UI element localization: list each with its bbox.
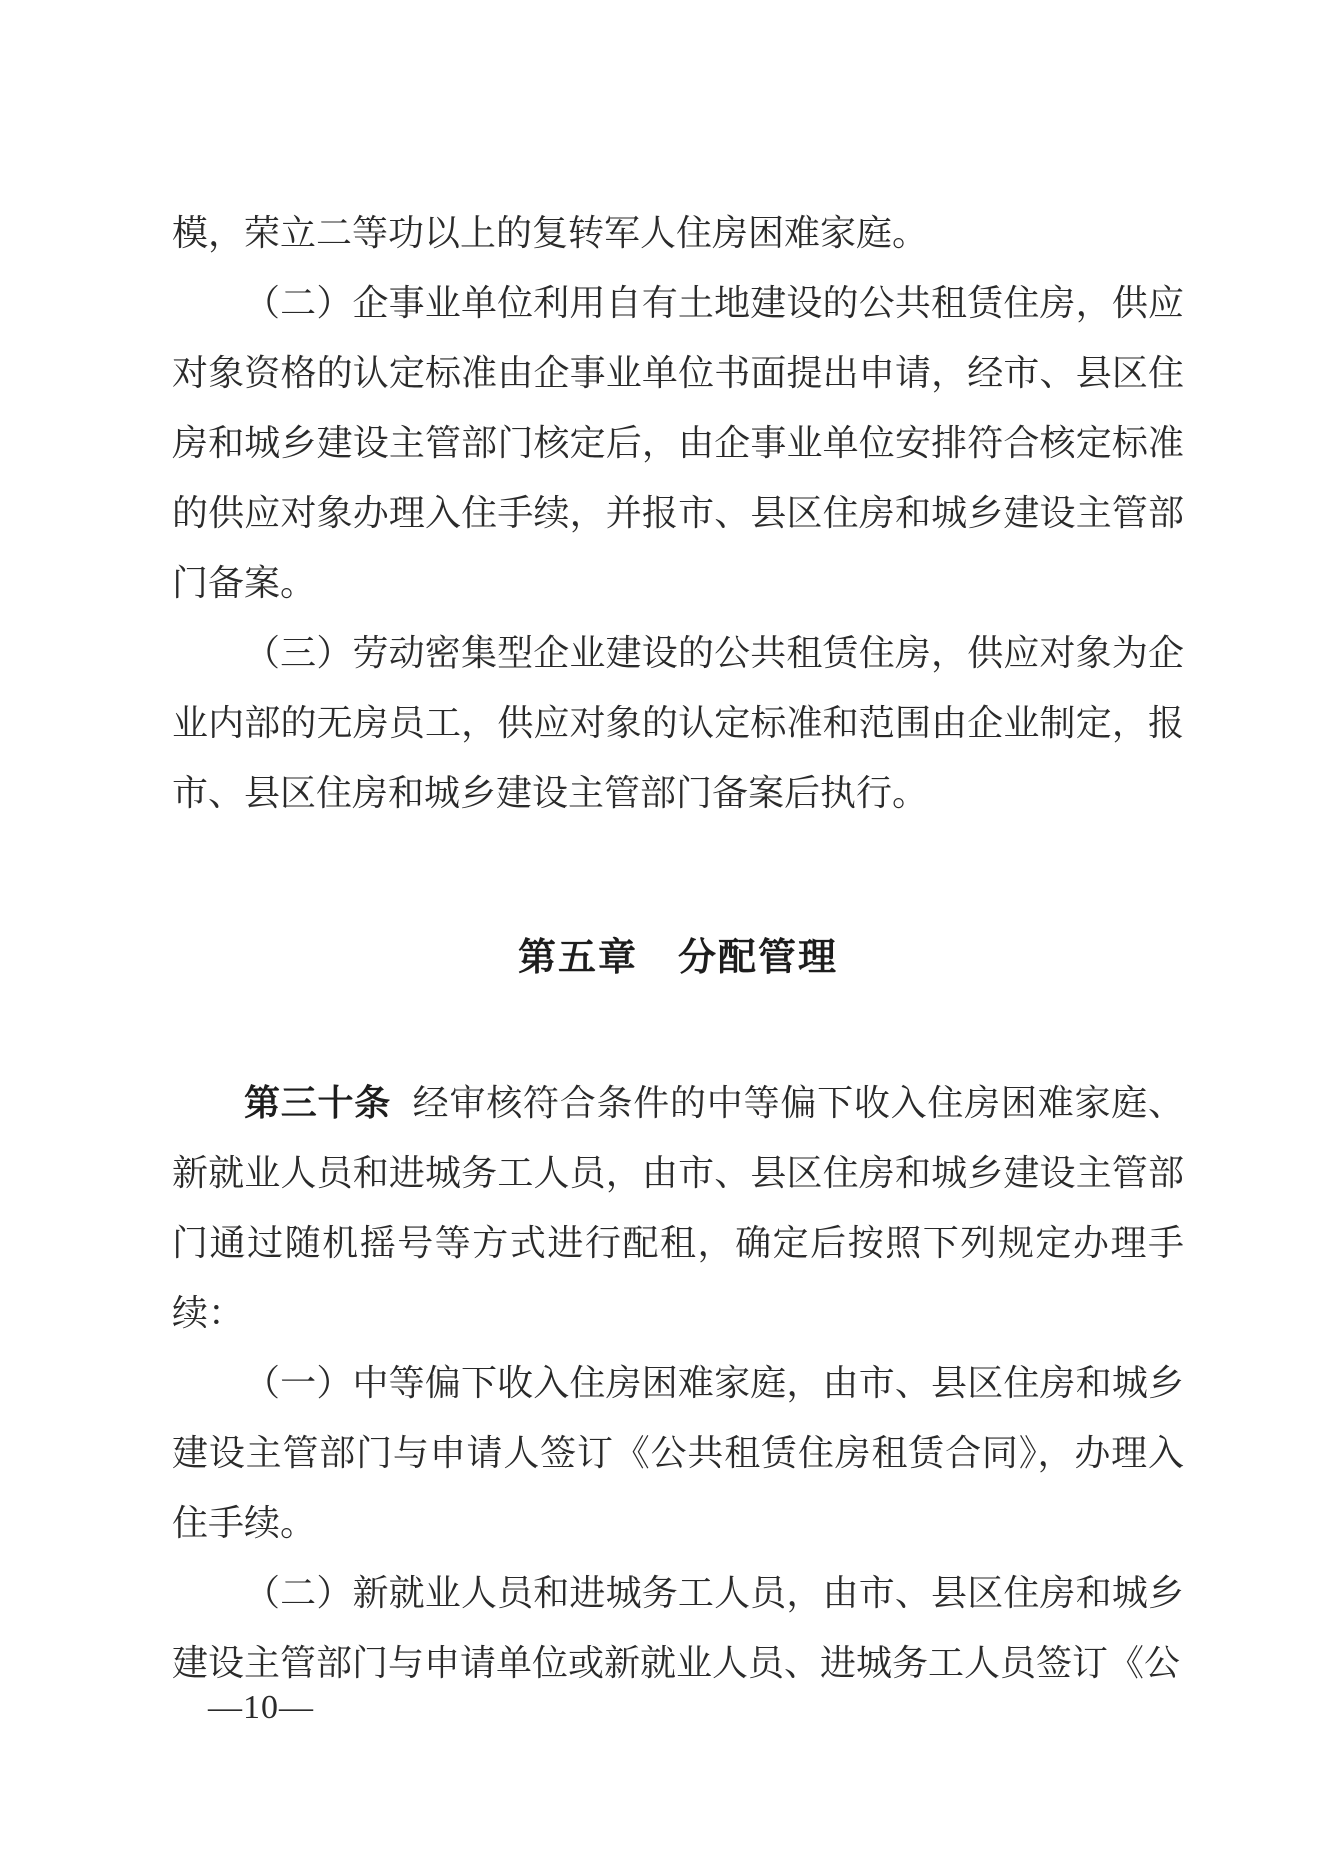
document-body	[172, 198, 1184, 1698]
paragraph-item-2-allocation: （二）新就业人员和进城务工人员，由市、县区住房和城乡建设主管部门与申请单位或新就业人员、进城务工人员签订《公	[172, 1573, 1184, 1683]
article-number-label: 第三十条	[244, 1083, 392, 1123]
paragraph-article-30	[172, 1068, 1184, 1348]
page-number: —10—	[208, 1689, 314, 1726]
paragraph-item-1-allocation: （一）中等偏下收入住房困难家庭，由市、县区住房和城乡建设主管部门与申请人签订《公共租赁住房租赁合同》，办理入住手续。	[172, 1363, 1184, 1543]
paragraph-continuation: 模，荣立二等功以上的复转军人住房困难家庭。	[172, 213, 929, 253]
paragraph-item-3: （三）劳动密集型企业建设的公共租赁住房，供应对象为企业内部的无房员工，供应对象的认定标准和范围由企业制定，报市、县区住房和城乡建设主管部门备案后执行。	[172, 633, 1184, 813]
chapter-heading: 第五章 分配管理	[517, 937, 838, 979]
article-text: 经审核符合条件的中等偏下收入住房困难家庭、新就业人员和进城务工人员，由市、县区住房和城乡建设主管部门通过随机摇号等方式进行配租，确定后按照下列规定办理手续：	[172, 1083, 1184, 1333]
paragraph-item-2: （二）企事业单位利用自有土地建设的公共租赁住房，供应对象资格的认定标准由企事业单位书面提出申请，经市、县区住房和城乡建设主管部门核定后，由企事业单位安排符合核定标准的供应对象办理入住手续，并报市、县区住房和城乡建设主管部门备案。	[172, 283, 1184, 603]
